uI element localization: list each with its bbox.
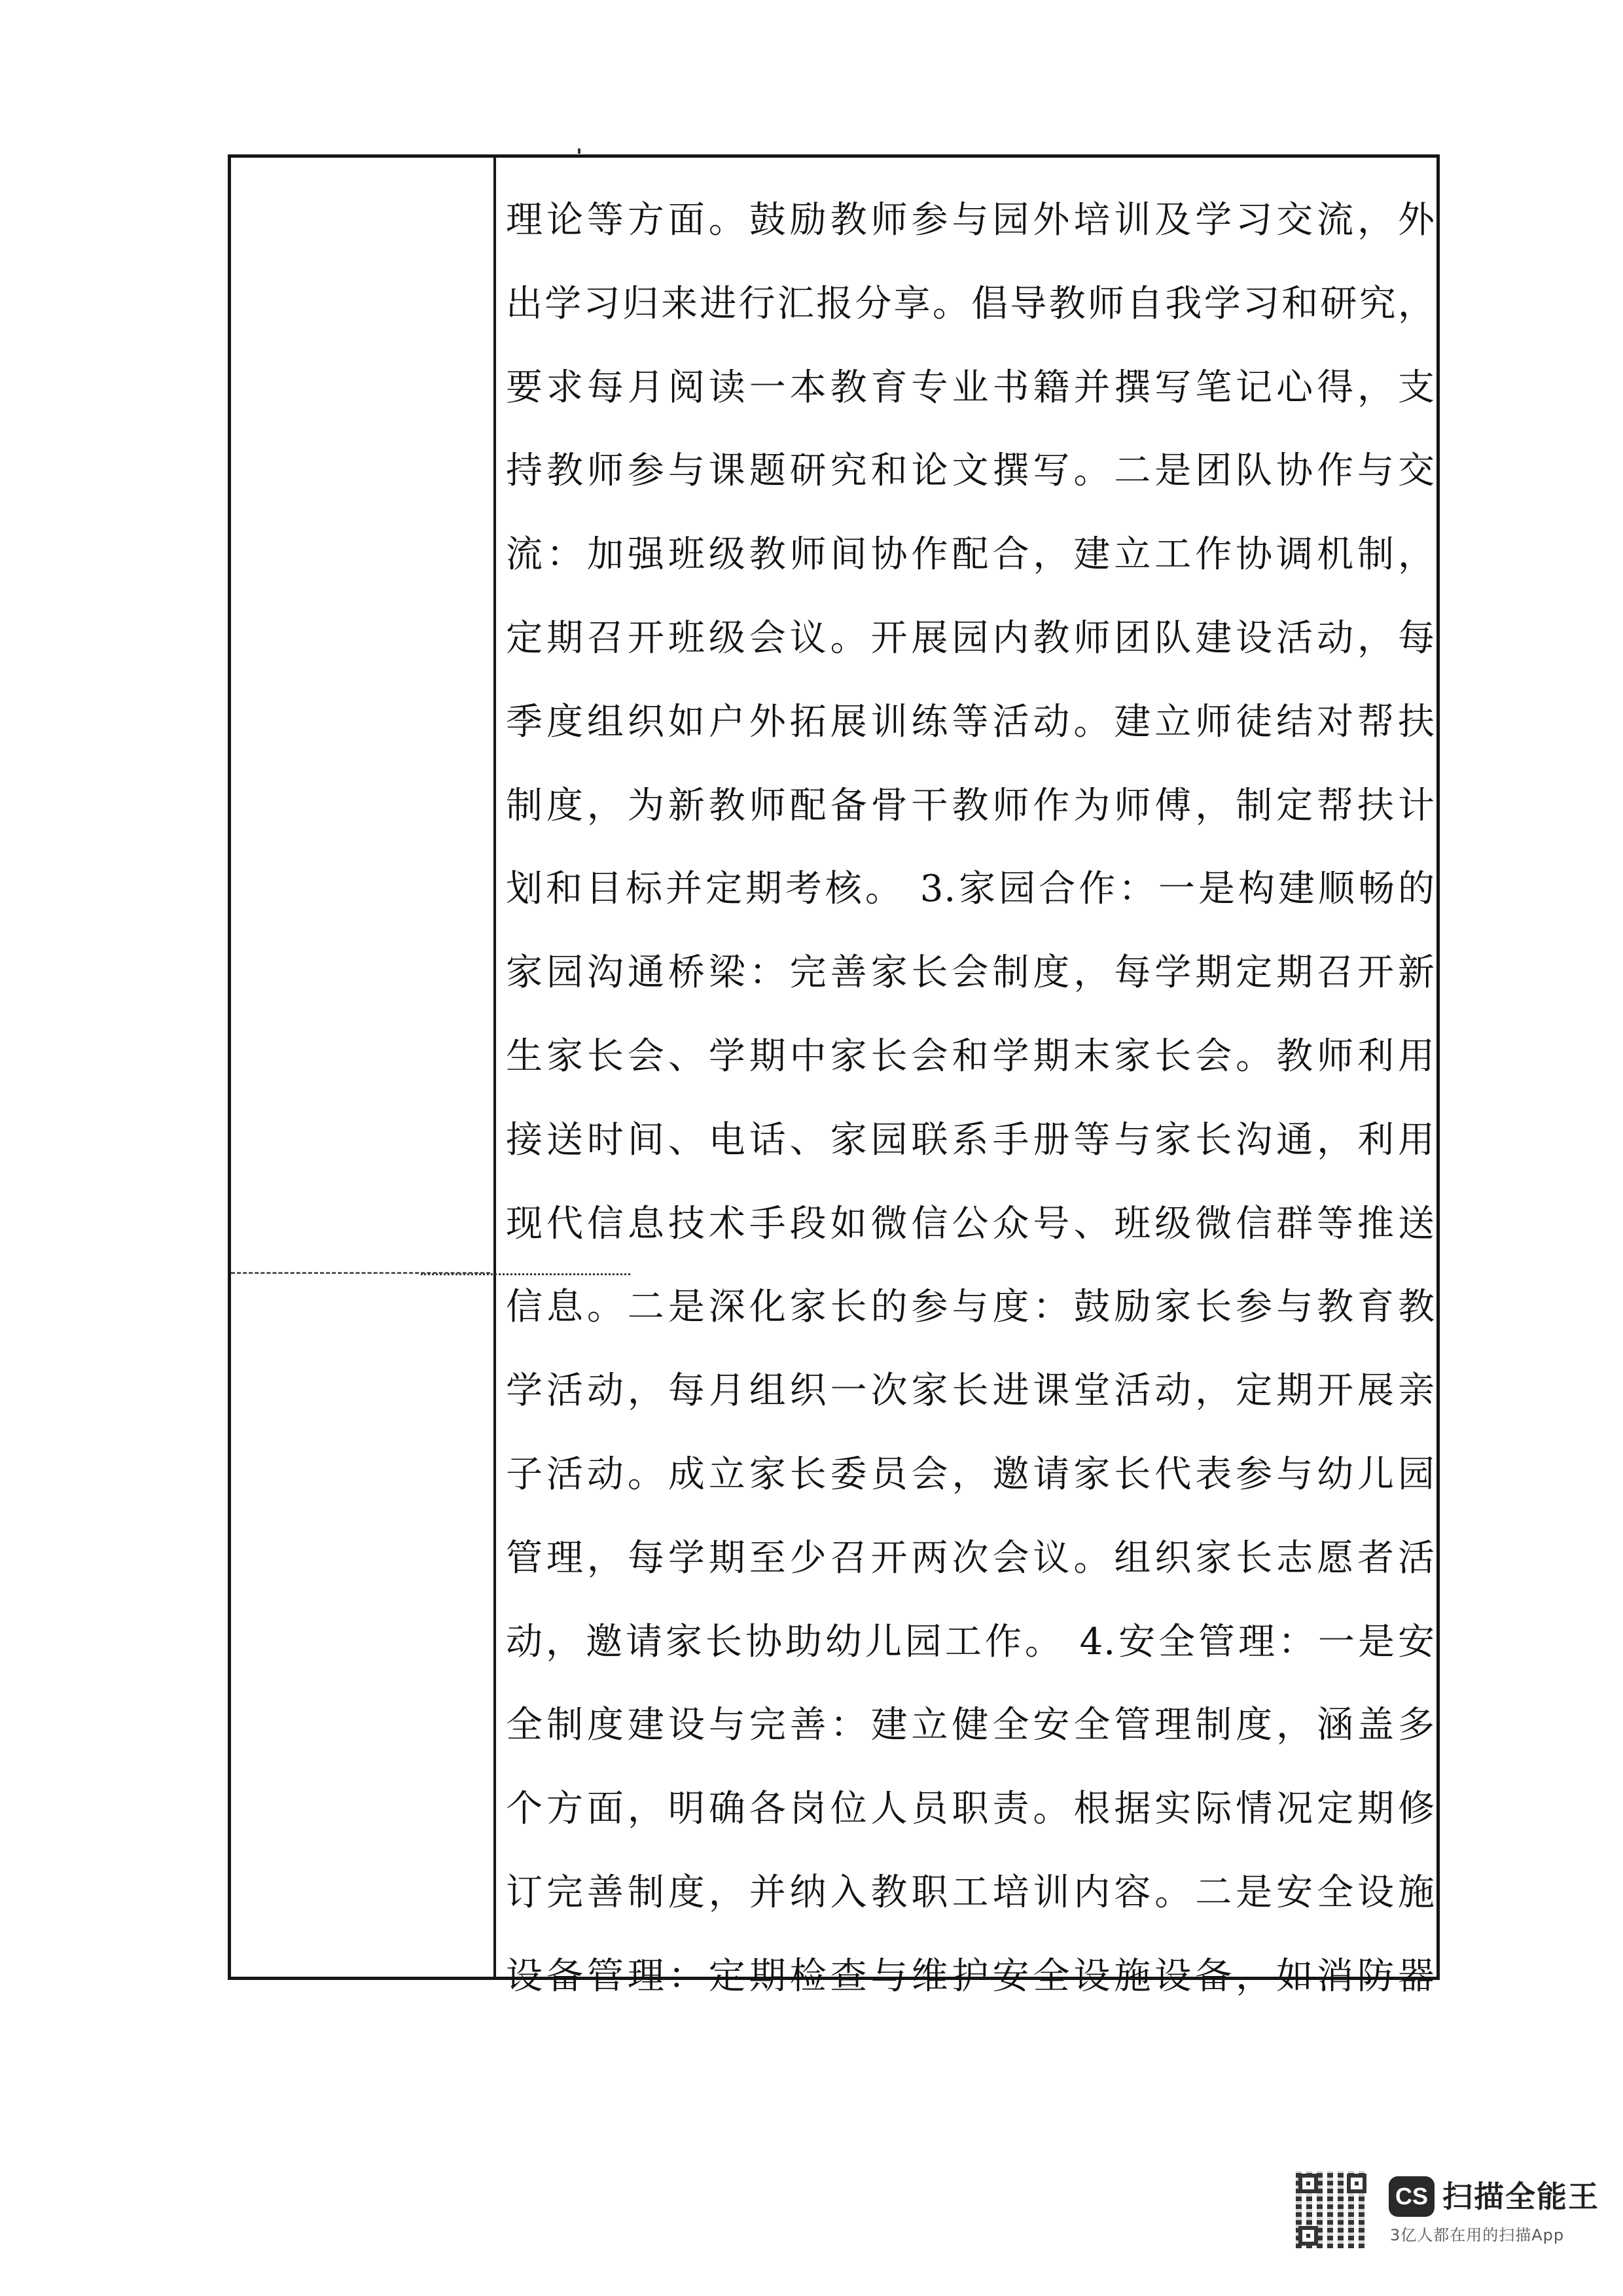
qr-finder-pattern [1298, 2226, 1318, 2246]
text-line: 信息。二是深化家长的参与度：鼓励家长参与教育教 [506, 1286, 1435, 1329]
document-body-text [506, 179, 1435, 2019]
text-line: 理论等方面。鼓励教师参与园外培训及学习交流，外 [506, 199, 1435, 241]
text-line: 现代信息技术手段如微信公众号、班级微信群等推送 [506, 1202, 1435, 1245]
text-line: 出学习归来进行汇报分享。倡导教师自我学习和研究， [506, 282, 1435, 325]
document-table [228, 154, 1440, 1998]
qr-code-icon [1296, 2171, 1369, 2248]
qr-finder-pattern [1347, 2174, 1366, 2193]
brand-slogan: 3亿人都在用的扫描App [1390, 2226, 1565, 2244]
text-line: 个方面，明确各岗位人员职责。根据实际情况定期修 [506, 1788, 1435, 1831]
column-divider [493, 158, 496, 1977]
text-line: 定期召开班级会议。开展园内教师团队建设活动，每 [506, 616, 1435, 660]
text-line: 管理，每学期至少召开两次会议。组织家长志愿者活 [506, 1536, 1435, 1580]
text-line: 持教师参与课题研究和论文撰写。二是团队协作与交 [506, 450, 1435, 493]
text-line: 生家长会、学期中家长会和学期末家长会。教师利用 [506, 1034, 1435, 1078]
text-line: 要求每月阅读一本教育专业书籍并撰写笔记心得，支 [506, 366, 1435, 409]
text-line: 制度，为新教师配备骨干教师作为师傅，制定帮扶计 [506, 784, 1435, 827]
text-line: 季度组织如户外拓展训练等活动。建立师徒结对帮扶 [506, 700, 1435, 743]
text-line: 家园沟通桥梁：完善家长会制度，每学期定期召开新 [506, 951, 1435, 995]
brand-name: 扫描全能王 [1442, 2179, 1599, 2214]
scan-artifact-mark [578, 149, 580, 154]
text-line: 接送时间、电话、家园联系手册等与家长沟通，利用 [506, 1118, 1435, 1161]
qr-finder-pattern [1298, 2174, 1318, 2193]
text-line: 子活动。成立家长委员会，邀请家长代表参与幼儿园 [506, 1453, 1435, 1496]
text-line: 全制度建设与完善：建立健全安全管理制度，涵盖多 [506, 1704, 1435, 1747]
text-line: 订完善制度，并纳入教职工培训内容。二是安全设施 [506, 1871, 1435, 1914]
text-line: 动，邀请家长协助幼儿园工作。 4.安全管理：一是安 [506, 1620, 1435, 1663]
text-line: 学活动，每月组织一次家长进课堂活动，定期开展亲 [506, 1369, 1435, 1413]
text-line: 划和目标并定期考核。 3.家园合作：一是构建顺畅的 [506, 868, 1435, 911]
text-line: 设备管理：定期检查与维护安全设施设备，如消防器 [506, 1954, 1435, 1998]
text-line: 流：加强班级教师间协作配合，建立工作协调机制， [506, 533, 1435, 576]
camscanner-logo-icon: CS [1389, 2176, 1435, 2217]
